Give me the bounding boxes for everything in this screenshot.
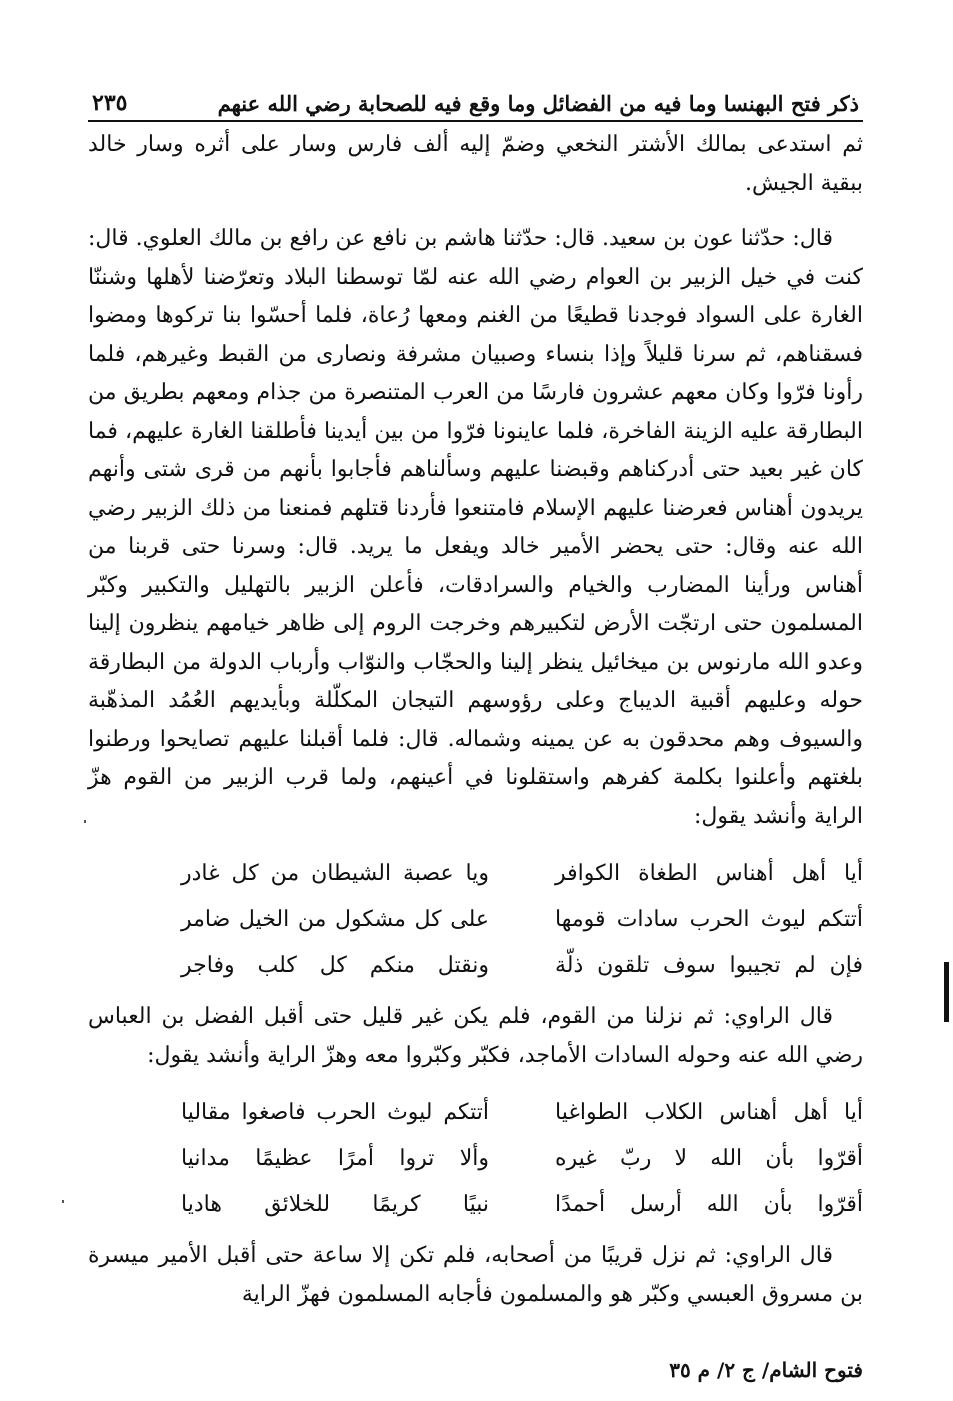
poem-verse [88, 942, 863, 988]
verse-second-hemistich: نبيًا كريمًا للخلائق هاديا [181, 1191, 489, 1217]
verse-first-hemistich: أيا أهل أهناس الطغاة الكوافر [555, 860, 863, 886]
book-page [88, 78, 863, 1382]
verse-first-hemistich: أيا أهل أهناس الكلاب الطواغيا [555, 1099, 863, 1125]
poem-2 [88, 1089, 863, 1227]
scan-speck [62, 1200, 64, 1203]
page-number: ٢٣٥ [92, 90, 128, 116]
poem-1 [88, 850, 863, 988]
verse-first-hemistich: أقرّوا بأن الله لا ربّ غيره [555, 1145, 863, 1171]
verse-second-hemistich: ونقتل منكم كل كلب وفاجر [181, 952, 489, 978]
running-header [88, 78, 863, 122]
verse-second-hemistich: أتتكم ليوث الحرب فاصغوا مقاليا [181, 1099, 489, 1125]
poem-verse [88, 896, 863, 942]
poem-verse [88, 1135, 863, 1181]
verse-second-hemistich: ويا عصبة الشيطان من كل غادر [181, 860, 489, 886]
poem-verse [88, 1089, 863, 1135]
verse-second-hemistich: وألا تروا أمرًا عظيمًا مدانيا [181, 1145, 489, 1171]
scan-margin-mark [944, 962, 949, 1022]
paragraph-2: قال: حدّثنا عون بن سعيد. قال: حدّثنا هاشم بن نافع عن رافع بن مالك العلوي. قال: كنت في خيل الزبير بن العوام رضي الله عنه لمّا توسطنا البلاد وتعرّضنا لأهلها وشننّا الغارة على السواد فوجدنا قطيعًا من الغنم ومعها رُعاة، فلما أحسّوا بنا تركوها ومضوا فسقناهم، ثم سرنا قليلاً وإذا بنساء وصبيان مشرفة ونصارى من القبط وغيرهم، فلما رأونا فرّوا وكان معهم عشرون فارسًا من العرب المتنصرة من جذام ومعهم بطريق من البطارقة عليه الزينة الفاخرة، فلما عاينونا فرّوا من بين أيدينا فأطلقنا الغارة عليهم، فما كان غير بعيد حتى أدركناهم وقبضنا عليهم وسألناهم فأجابوا بأنهم من قرى شتى وأنهم يريدون أهناس فعرضنا عليهم الإسلام فامتنعوا فأردنا قتلهم فمنعنا من ذلك الزبير رضي الله عنه وقال: حتى يحضر الأمير خالد ويفعل ما يريد. قال: وسرنا حتى قربنا من أهناس ورأينا المضارب والخيام والسرادقات، فأعلن الزبير بالتهليل والتكبير وكبّر المسلمون حتى ارتجّت الأرض لتكبيرهم وخرجت الروم إلى ظاهر خيامهم ينظرون إلينا وعدو الله مارنوس بن ميخائيل ينظر إلينا والحجّاب والنوّاب وأرباب الدولة من البطارقة حوله وعليهم أقبية الديباج وعلى رؤوسهم التيجان المكلّلة وبأيديهم العُمُد المذهّبة والسيوف وهم محدقون به عن يمينه وشماله. قال: فلما أقبلنا عليهم تصايحوا ورطنوا بلغتهم وأعلنوا بكلمة كفرهم واستقلونا في أعينهم، ولما قرب الزبير من القوم هزّ الراية وأنشد يقول: [88, 226, 863, 829]
verse-second-hemistich: على كل مشكول من الخيل ضامر [181, 906, 489, 932]
poem-verse [88, 850, 863, 896]
paragraph-1: ثم استدعى بمالك الأشتر النخعي وضمّ إليه ألف فارس وسار على أثره وسار خالد ببقية الجيش. [88, 132, 863, 196]
verse-first-hemistich: أتتكم ليوث الحرب سادات قومها [555, 906, 863, 932]
running-title: ذكر فتح البهنسا وما فيه من الفضائل وما وقع فيه للصحابة رضي الله عنهم [217, 91, 859, 116]
verse-first-hemistich: أقرّوا بأن الله أرسل أحمدًا [555, 1191, 863, 1217]
paragraph-3: قال الراوي: ثم نزلنا من القوم، فلم يكن غير قليل حتى أقبل الفضل بن العباس رضي الله عنه وحوله السادات الأماجد، فكبّر وكبّروا معه وهزّ الراية وأنشد يقول: [88, 1004, 863, 1068]
signature-footer: فتوح الشام/ ج ٢/ م ٣٥ [669, 1358, 863, 1382]
verse-first-hemistich: فإن لم تجيبوا سوف تلقون ذلّة [555, 952, 863, 978]
paragraph-4: قال الراوي: ثم نزل قريبًا من أصحابه، فلم تكن إلا ساعة حتى أقبل الأمير ميسرة بن مسروق العبسي وكبّر هو والمسلمون فأجابه المسلمون فهزّ الراية [88, 1243, 863, 1307]
poem-verse [88, 1181, 863, 1227]
scan-speck [84, 820, 86, 823]
